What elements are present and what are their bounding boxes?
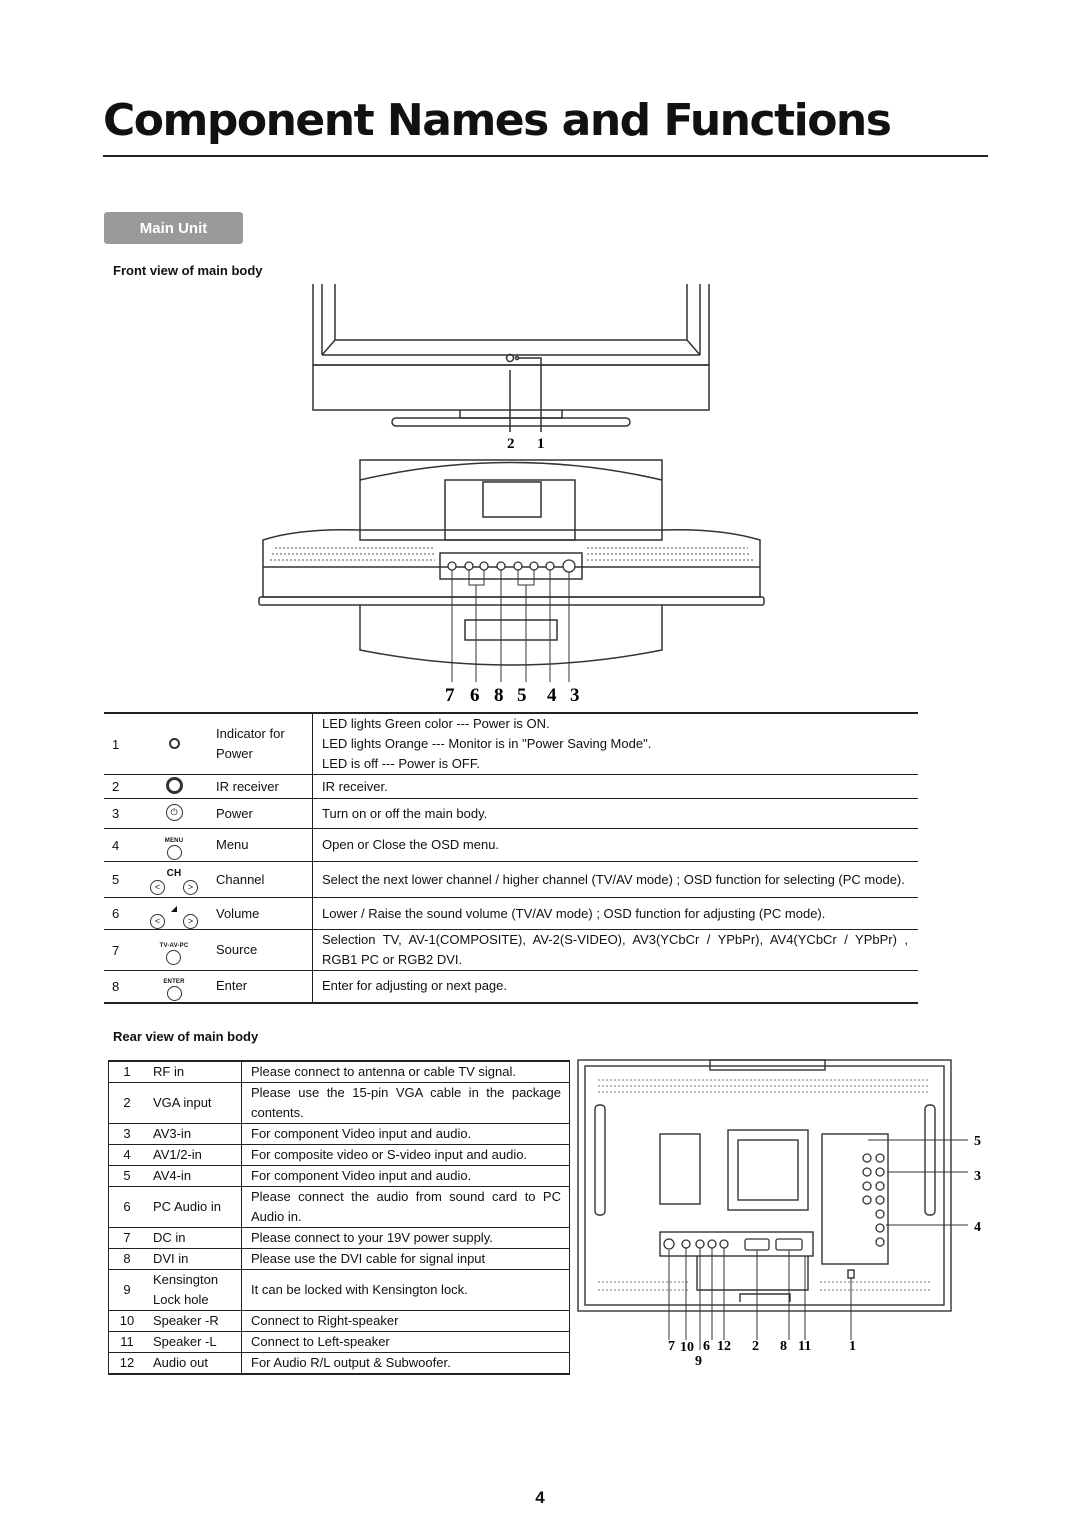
front-view-illustration [0, 0, 1080, 720]
menu-button-icon [167, 845, 182, 860]
rear-callout-6: 6 [703, 1339, 710, 1354]
table-row: 9 Kensington Lock hole It can be locked with Kensington lock. [109, 1270, 570, 1311]
page-number: 4 [535, 1488, 545, 1507]
callout-4: 4 [547, 685, 557, 706]
table-row: 2 IR receiver IR receiver. [104, 775, 918, 799]
callout-3: 3 [570, 685, 580, 706]
rear-callout-2: 2 [752, 1339, 759, 1354]
rear-callout-9: 9 [695, 1354, 702, 1369]
section-tab-main-unit: Main Unit [104, 212, 243, 244]
callout-7: 7 [445, 685, 455, 706]
table-row: 7 DC in Please connect to your 19V power supply. [109, 1228, 570, 1249]
rear-callout-4: 4 [974, 1220, 981, 1235]
front-components-table [104, 712, 918, 1004]
source-icon-caption: TV-AV-PC [159, 943, 189, 949]
channel-buttons-icon: < > [150, 880, 198, 895]
table-row: 4 AV1/2-in For composite video or S-video input and audio. [109, 1145, 570, 1166]
table-row: 12 Audio out For Audio R/L output & Subwoofer. [109, 1353, 570, 1375]
page-title: Component Names and Functions [103, 95, 891, 146]
rear-view-heading: Rear view of main body [113, 1029, 259, 1044]
volume-wedge-icon: ◢ [170, 903, 178, 913]
table-row: 5 AV4-in For component Video input and audio. [109, 1166, 570, 1187]
rear-callout-5: 5 [974, 1134, 981, 1149]
ir-receiver-icon [166, 777, 183, 794]
table-row: 3 AV3-in For component Video input and audio. [109, 1124, 570, 1145]
table-row: 11 Speaker -L Connect to Left-speaker [109, 1332, 570, 1353]
rear-callout-10: 10 [680, 1340, 694, 1355]
table-row: 7 TV-AV-PC Source Selection TV, AV-1(COMPOSITE), AV-2(S-VIDEO), AV3(YCbCr / YPbPr), AV4(YCbCr / YPbPr) , RGB1 PC or RGB2 DVI. [104, 930, 918, 971]
table-row: 4 MENU Menu Open or Close the OSD menu. [104, 829, 918, 862]
menu-icon-caption: MENU [164, 838, 184, 844]
rear-callout-8: 8 [780, 1339, 787, 1354]
table-row: 6 ◢ < > Volume Lower / Raise the sound volume (TV/AV mode) ; OSD function for adjusting (PC mode). [104, 898, 918, 930]
rear-callout-7: 7 [668, 1339, 675, 1354]
table-row: 1 Indicator for Power LED lights Green color --- Power is ON. LED lights Orange --- Monitor is in "Power Saving Mode". LED is off --- Power is OFF. [104, 713, 918, 775]
rear-callout-12: 12 [717, 1339, 731, 1354]
table-row: 3 ⏻ Power Turn on or off the main body. [104, 799, 918, 829]
table-row: 8 DVI in Please use the DVI cable for signal input [109, 1249, 570, 1270]
rear-callout-3: 3 [974, 1169, 981, 1184]
channel-icon-caption: CH [166, 868, 182, 879]
callout-8: 8 [494, 685, 504, 706]
table-row: 2 VGA input Please use the 15-pin VGA cable in the package contents. [109, 1083, 570, 1124]
rear-view-illustration [0, 1050, 1080, 1380]
table-row: 1 RF in Please connect to antenna or cable TV signal. [109, 1061, 570, 1083]
callout-5: 5 [517, 685, 527, 706]
callout-2: 2 [507, 436, 515, 452]
source-button-icon [166, 950, 181, 965]
rear-callout-1: 1 [849, 1339, 856, 1354]
table-row: 6 PC Audio in Please connect the audio from sound card to PC Audio in. [109, 1187, 570, 1228]
enter-button-icon [167, 986, 182, 1001]
rear-callout-11: 11 [798, 1339, 812, 1354]
volume-buttons-icon: < > [150, 914, 198, 929]
table-row: 8 ENTER Enter Enter for adjusting or next page. [104, 971, 918, 1003]
enter-icon-caption: ENTER [163, 979, 185, 986]
power-button-icon: ⏻ [166, 804, 183, 821]
front-view-heading: Front view of main body [113, 263, 263, 278]
led-indicator-icon [169, 738, 180, 749]
callout-1: 1 [537, 436, 545, 452]
table-row: 5 CH < > Channel Select the next lower channel / higher channel (TV/AV mode) ; OSD function for selecting (PC mode). [104, 862, 918, 898]
table-row: 10 Speaker -R Connect to Right-speaker [109, 1311, 570, 1332]
callout-6: 6 [470, 685, 480, 706]
